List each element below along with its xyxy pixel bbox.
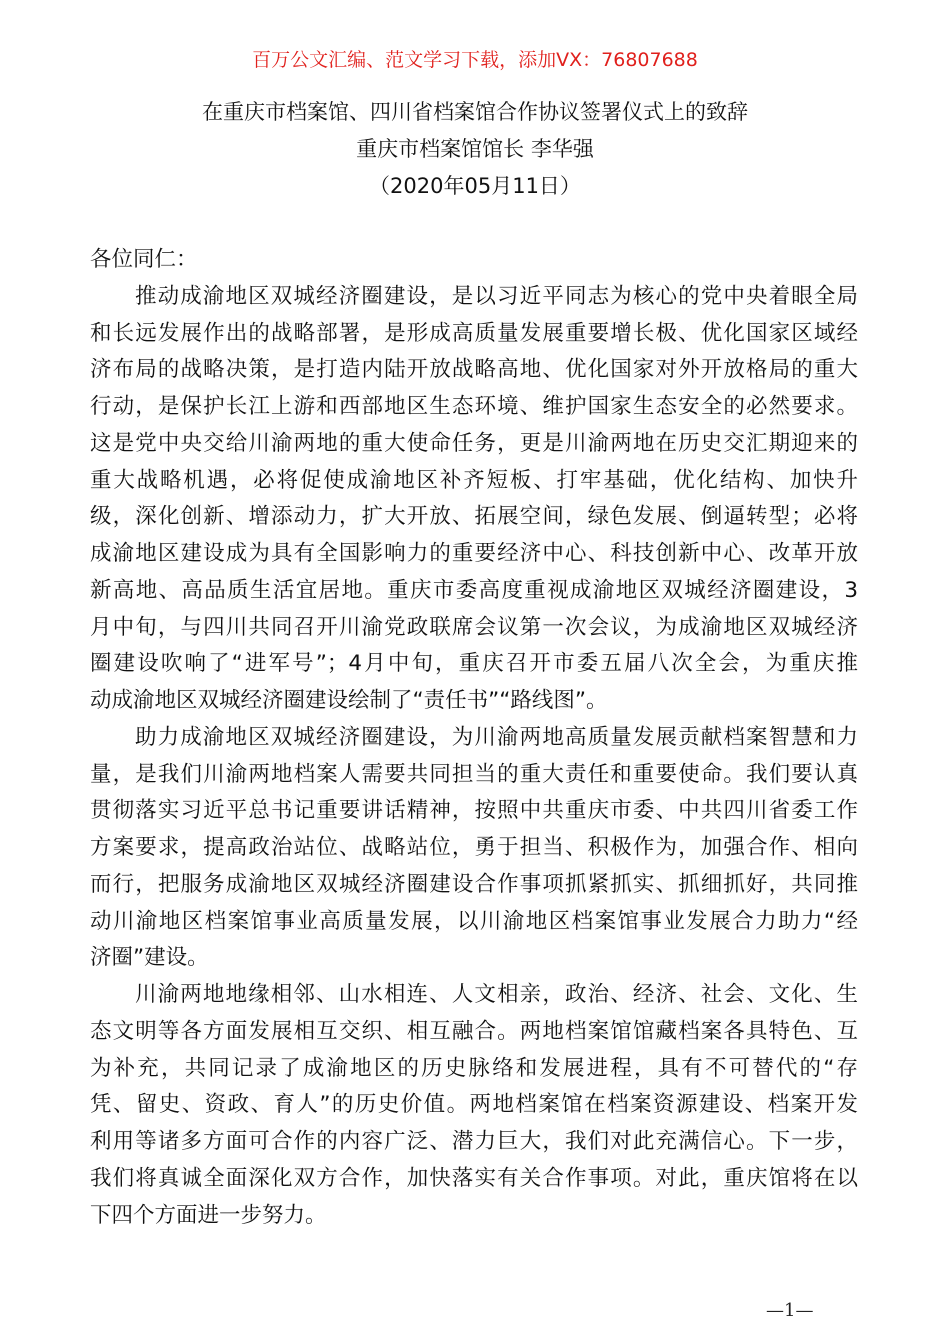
paragraph-line: 助力成渝地区双城经济圈建设，为川渝两地高质量发展贡献档案智慧和力	[135, 724, 858, 750]
paragraph-line: 方案要求，提高政治站位、战略站位，勇于担当、积极作为，加强合作、相向	[90, 835, 858, 860]
paragraph-line: 量，是我们川渝两地档案人需要共同担当的重大责任和重要使命。我们要认真	[90, 761, 858, 787]
paragraph-line: 重大战略机遇，必将促使成渝地区补齐短板、打牢基础，优化结构、加快升	[90, 467, 858, 493]
date-line: （2020年05月11日）	[369, 174, 581, 198]
paragraph-line: 这是党中央交给川渝两地的重大使命任务，更是川渝两地在历史交汇期迎来的	[90, 430, 858, 456]
paragraph-line: 推动成渝地区双城经济圈建设，是以习近平同志为核心的党中央着眼全局	[135, 283, 858, 309]
paragraph	[90, 720, 858, 977]
document-body	[90, 242, 858, 1234]
paragraph-line: 态文明等各方面发展相互交织、相互融合。两地档案馆馆藏档案各具特色、互	[90, 1018, 858, 1044]
paragraph-line: 动成渝地区双城经济圈建设绘制了“责任书”“路线图”。	[90, 688, 608, 713]
paragraph-line: 利用等诸多方面可合作的内容广泛、潜力巨大，我们对此充满信心。下一步，	[90, 1129, 858, 1154]
speaker-line: 重庆市档案馆馆长 李华强	[356, 137, 594, 161]
salutation	[90, 242, 858, 279]
paragraph-line: 济圈”建设。	[90, 945, 209, 971]
paragraph	[90, 279, 858, 720]
paragraph	[90, 977, 858, 1234]
paragraph-line: 我们将真诚全面深化双方合作，加快落实有关合作事项。对此，重庆馆将在以	[90, 1165, 858, 1191]
paragraph-line: 圈建设吹响了“进军号”；4月中旬，重庆召开市委五届八次全会，为重庆推	[90, 651, 858, 677]
paragraph-line: 贯彻落实习近平总书记重要讲话精神，按照中共重庆市委、中共四川省委工作	[90, 798, 858, 824]
paragraph-line: 各位同仁：	[90, 247, 198, 272]
page-number: —1—	[766, 1300, 814, 1321]
paragraph-line: 济布局的战略决策，是打造内陆开放战略高地、优化国家对外开放格局的重大	[90, 357, 858, 383]
document-title: 在重庆市档案馆、四川省档案馆合作协议签署仪式上的致辞	[202, 100, 748, 124]
paragraph-line: 而行，把服务成渝地区双城经济圈建设合作事项抓紧抓实、抓细抓好，共同推	[90, 871, 858, 897]
paragraph-line: 下四个方面进一步努力。	[90, 1202, 327, 1228]
paragraph-line: 和长远发展作出的战略部署，是形成高质量发展重要增长极、优化国家区域经	[90, 320, 858, 346]
paragraph-line: 成渝地区建设成为具有全国影响力的重要经济中心、科技创新中心、改革开放	[90, 541, 858, 566]
paragraph-line: 为补充，共同记录了成渝地区的历史脉络和发展进程，具有不可替代的“存	[90, 1055, 858, 1081]
paragraph-line: 级，深化创新、增添动力，扩大开放、拓展空间，绿色发展、倒逼转型；必将	[90, 504, 858, 530]
watermark-banner: 百万公文汇编、范文学习下载，添加VX：76807688	[252, 49, 698, 71]
paragraph-line: 凭、留史、资政、育人”的历史价值。两地档案馆在档案资源建设、档案开发	[90, 1092, 858, 1118]
paragraph-line: 动川渝地区档案馆事业高质量发展，以川渝地区档案馆事业发展合力助力“经	[90, 908, 858, 934]
paragraph-line: 月中旬，与四川共同召开川渝党政联席会议第一次会议，为成渝地区双城经济	[90, 614, 858, 640]
paragraph-line: 行动，是保护长江上游和西部地区生态环境、维护国家生态安全的必然要求。	[90, 394, 858, 419]
paragraph-line: 川渝两地地缘相邻、山水相连、人文相亲，政治、经济、社会、文化、生	[135, 982, 858, 1007]
paragraph-line: 新高地、高品质生活宜居地。重庆市委高度重视成渝地区双城经济圈建设，3	[90, 577, 858, 603]
